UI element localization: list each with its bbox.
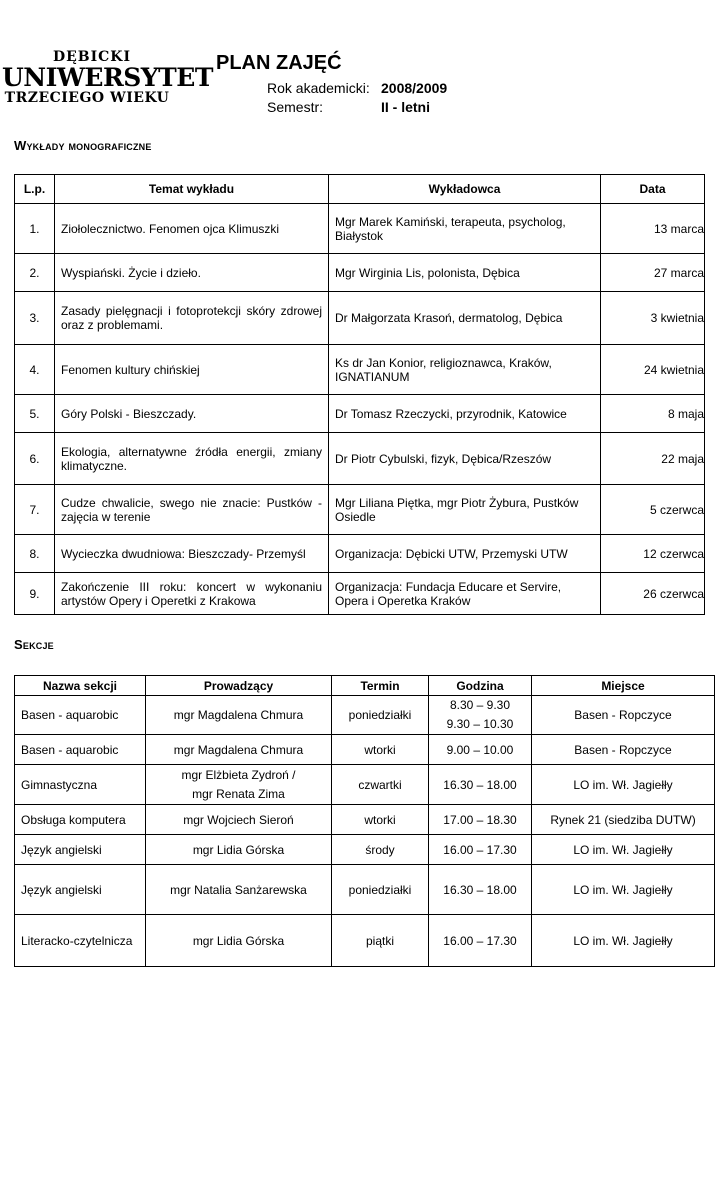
leader-cell: mgr Magdalena Chmura — [146, 696, 332, 735]
leader-line: mgr Renata Zima — [192, 786, 285, 801]
table-row — [15, 292, 705, 345]
table-row — [15, 865, 715, 915]
hour-cell: 16.00 – 17.30 — [429, 915, 532, 967]
date-cell: 13 marca — [601, 204, 705, 254]
topic-cell: Ziołolecznictwo. Fenomen ojca Klimuszki — [55, 204, 329, 254]
leader-cell — [146, 765, 332, 805]
section-name-cell: Basen - aquarobic — [15, 735, 146, 765]
logo-line-2: UNIWERSYTET — [2, 63, 213, 92]
day-cell: piątki — [332, 915, 429, 967]
lecturer-cell: Dr Piotr Cybulski, fizyk, Dębica/Rzeszów — [329, 433, 601, 485]
topic-cell: Ekologia, alternatywne źródła energii, zmiany klimatyczne. — [55, 433, 329, 485]
col-header-day: Termin — [332, 676, 429, 696]
date-cell: 26 czerwca — [601, 573, 705, 615]
table-row — [15, 345, 705, 395]
leader-cell: mgr Lidia Górska — [146, 915, 332, 967]
col-header-place: Miejsce — [532, 676, 715, 696]
place-cell: Rynek 21 (siedziba DUTW) — [532, 805, 715, 835]
day-cell: wtorki — [332, 805, 429, 835]
table-row — [15, 204, 705, 254]
semester-value: II - letni — [381, 99, 430, 115]
logo-line-1: DĘBICKI — [52, 49, 132, 65]
lp-cell: 7. — [15, 485, 55, 535]
date-cell: 5 czerwca — [601, 485, 705, 535]
section-name-cell: Język angielski — [15, 865, 146, 915]
sections-header-row — [15, 676, 715, 696]
table-row — [15, 573, 705, 615]
day-cell: czwartki — [332, 765, 429, 805]
place-cell: LO im. Wł. Jagiełły — [532, 765, 715, 805]
sections-table — [14, 675, 715, 967]
lp-cell: 8. — [15, 535, 55, 573]
section-name-cell: Basen - aquarobic — [15, 696, 146, 735]
table-row — [15, 835, 715, 865]
table-row — [15, 765, 715, 805]
table-row — [15, 535, 705, 573]
academic-year-value: 2008/2009 — [381, 80, 448, 96]
page-title: PLAN ZAJĘĆ — [216, 52, 342, 74]
lp-cell: 6. — [15, 433, 55, 485]
hour-cell: 9.00 – 10.00 — [429, 735, 532, 765]
lp-cell: 3. — [15, 292, 55, 345]
lecturer-cell: Organizacja: Dębicki UTW, Przemyski UTW — [329, 535, 601, 573]
lecturer-cell: Ks dr Jan Konior, religioznawca, Kraków, IGNATIANUM — [329, 345, 601, 395]
table-row — [15, 395, 705, 433]
topic-cell: Zasady pielęgnacji i fotoprotekcji skóry zdrowej oraz z problemami. — [55, 292, 329, 345]
table-row — [15, 735, 715, 765]
table-row — [15, 915, 715, 967]
topic-cell: Fenomen kultury chińskiej — [55, 345, 329, 395]
lecturer-cell: Mgr Marek Kamiński, terapeuta, psycholog, Białystok — [329, 204, 601, 254]
col-header-lecturer: Wykładowca — [329, 175, 601, 204]
col-header-date: Data — [601, 175, 705, 204]
lp-cell: 1. — [15, 204, 55, 254]
hour-cell: 16.00 – 17.30 — [429, 835, 532, 865]
date-cell: 24 kwietnia — [601, 345, 705, 395]
section-name-cell: Język angielski — [15, 835, 146, 865]
place-cell: LO im. Wł. Jagiełły — [532, 835, 715, 865]
place-cell: LO im. Wł. Jagiełły — [532, 865, 715, 915]
day-cell: poniedziałki — [332, 865, 429, 915]
lecturer-cell: Dr Tomasz Rzeczycki, przyrodnik, Katowice — [329, 395, 601, 433]
topic-cell: Góry Polski - Bieszczady. — [55, 395, 329, 433]
topic-cell: Cudze chwalicie, swego nie znacie: Pustków - zajęcia w terenie — [55, 485, 329, 535]
day-cell: poniedziałki — [332, 696, 429, 735]
col-header-hour: Godzina — [429, 676, 532, 696]
lectures-header-row — [15, 175, 705, 204]
lecturer-cell: Mgr Liliana Piętka, mgr Piotr Żybura, Pustków Osiedle — [329, 485, 601, 535]
logo-line-3: TRZECIEGO WIEKU — [4, 90, 170, 106]
topic-cell: Zakończenie III roku: koncert w wykonaniu artystów Opery i Operetki z Krakowa — [55, 573, 329, 615]
date-cell: 12 czerwca — [601, 535, 705, 573]
col-header-lp: L.p. — [15, 175, 55, 204]
utw-logo — [2, 49, 213, 116]
leader-cell: mgr Magdalena Chmura — [146, 735, 332, 765]
sections-heading: Sekcje — [14, 637, 54, 652]
hour-line: 9.30 – 10.30 — [446, 717, 514, 731]
lecturer-cell: Organizacja: Fundacja Educare et Servire, Opera i Operetka Kraków — [329, 573, 601, 615]
hour-cell: 16.30 – 18.00 — [429, 865, 532, 915]
place-cell: Basen - Ropczyce — [532, 696, 715, 735]
col-header-leader: Prowadzący — [146, 676, 332, 696]
topic-cell: Wyspiański. Życie i dzieło. — [55, 254, 329, 292]
lectures-heading: Wykłady monograficzne — [14, 138, 152, 153]
day-cell: wtorki — [332, 735, 429, 765]
day-cell: środy — [332, 835, 429, 865]
table-row — [15, 433, 705, 485]
leader-cell: mgr Lidia Górska — [146, 835, 332, 865]
table-row — [15, 805, 715, 835]
lp-cell: 2. — [15, 254, 55, 292]
date-cell: 22 maja — [601, 433, 705, 485]
hour-cell: 17.00 – 18.30 — [429, 805, 532, 835]
hour-cell — [429, 696, 532, 735]
section-name-cell: Gimnastyczna — [15, 765, 146, 805]
date-cell: 3 kwietnia — [601, 292, 705, 345]
table-row — [15, 696, 715, 735]
semester — [267, 99, 430, 115]
lecturer-cell: Mgr Wirginia Lis, polonista, Dębica — [329, 254, 601, 292]
academic-year — [267, 80, 447, 96]
leader-line: mgr Elżbieta Zydroń / — [181, 767, 296, 782]
semester-label: Semestr: — [267, 99, 324, 115]
col-header-topic: Temat wykładu — [55, 175, 329, 204]
section-name-cell: Obsługa komputera — [15, 805, 146, 835]
lp-cell: 4. — [15, 345, 55, 395]
col-header-section: Nazwa sekcji — [15, 676, 146, 696]
place-cell: Basen - Ropczyce — [532, 735, 715, 765]
date-cell: 27 marca — [601, 254, 705, 292]
lp-cell: 5. — [15, 395, 55, 433]
academic-year-label: Rok akademicki: — [267, 80, 370, 96]
lectures-table — [14, 174, 705, 615]
hour-cell: 16.30 – 18.00 — [429, 765, 532, 805]
date-cell: 8 maja — [601, 395, 705, 433]
leader-cell: mgr Natalia Sanżarewska — [146, 865, 332, 915]
table-row — [15, 485, 705, 535]
lecturer-cell: Dr Małgorzata Krasoń, dermatolog, Dębica — [329, 292, 601, 345]
section-name-cell: Literacko-czytelnicza — [15, 915, 146, 967]
lp-cell: 9. — [15, 573, 55, 615]
table-row — [15, 254, 705, 292]
hour-line: 8.30 – 9.30 — [449, 698, 511, 712]
place-cell: LO im. Wł. Jagiełły — [532, 915, 715, 967]
leader-cell: mgr Wojciech Sieroń — [146, 805, 332, 835]
topic-cell: Wycieczka dwudniowa: Bieszczady- Przemyśl — [55, 535, 329, 573]
